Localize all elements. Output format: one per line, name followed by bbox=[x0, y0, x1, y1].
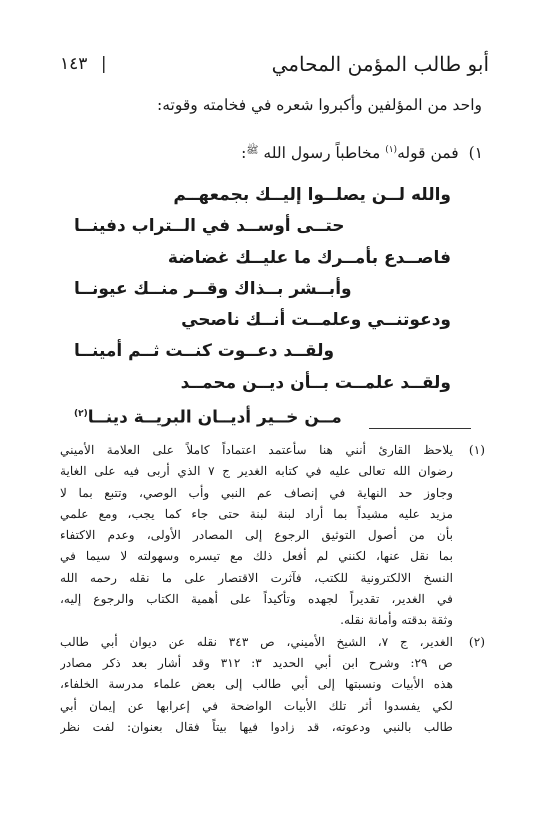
footnote-body bbox=[60, 632, 453, 738]
poem-verse: ودعوتنــي وعلمــت أنــك ناصحي bbox=[181, 310, 451, 331]
footnote-line: لكي يفسدوا أثر تلك الأبيات الواضحة في إعرابها عن إيمان أبي bbox=[60, 698, 453, 713]
poem-verse: فاصــدع بأمــرك ما عليــك غضاضة bbox=[167, 247, 451, 268]
footnote-line: الغدير، ج ٧، الشيخ الأميني، ص ٣٤٣ نقله عن ديوان أبي طالب bbox=[60, 634, 453, 649]
poem bbox=[60, 180, 453, 430]
quote-colon: : bbox=[241, 144, 247, 162]
footnote-line: طالب بالنبي ودعوته، قد زادوا فيها بيتاً فقال بعنوان: لفت نظر bbox=[60, 719, 453, 734]
footnote-divider bbox=[369, 428, 471, 429]
running-header bbox=[60, 52, 489, 82]
poem-verse: وأبــشر بــذاك وقــر منــك عيونــا bbox=[74, 278, 352, 299]
salawat-glyph: ﷺ bbox=[246, 145, 259, 156]
footnote bbox=[60, 440, 485, 632]
footnote-line: في الغدير، تقديراً لجهده وتأكيداً على أهمية الكتاب والرجوع إليه، bbox=[60, 592, 453, 607]
footnote-ref-1: (١) bbox=[385, 144, 398, 155]
footnotes bbox=[60, 440, 485, 738]
header-separator: | bbox=[100, 54, 107, 74]
poem-verse-text: مــن خــير أديــان البريــة دينــا bbox=[87, 407, 342, 428]
book-title: أبو طالب المؤمن المحامي bbox=[271, 52, 489, 76]
footnote-line: هذه الأبيات ونسبتها إلى أبي طالب إلى بعض علماء مدرسة الخلفاء، bbox=[60, 677, 453, 692]
footnote-line: بما نقل عنها، لكنني لم أفعل ذلك مع تيسره وسهولته لا سيما في bbox=[60, 549, 453, 564]
quote-text-before: فمن قوله bbox=[397, 144, 459, 162]
footnote-ref-2: (٢) bbox=[74, 409, 88, 420]
footnote-line: ص ٢٩: وشرح ابن أبي الحديد ٣: ٣١٢ وقد أشار بعد ذكر مصادر bbox=[60, 655, 453, 670]
footnote bbox=[60, 632, 485, 738]
poem-verse: حتــى أوســد في الــتراب دفينــا bbox=[74, 216, 345, 237]
footnote-body bbox=[60, 440, 453, 632]
footnote-line: وجاوز حد النهاية في إنصاف عم النبي وأب الوصي، وتتبع بما لا bbox=[60, 485, 453, 500]
quote-text-after: مخاطباً رسول الله bbox=[258, 144, 386, 162]
item-number: ١) bbox=[468, 144, 483, 162]
footnote-line: وثقة بدقته وأمانة نقله. bbox=[340, 613, 453, 628]
footnote-number: (١) bbox=[468, 443, 485, 457]
poem-verse: ولقــد دعــوت كنــت ثــم أمينــا bbox=[74, 341, 335, 362]
poem-verse-last bbox=[60, 399, 453, 430]
page-number: ١٤٣ bbox=[60, 54, 88, 74]
poem-verse: ولقــد علمــت بــأن ديــن محمــد bbox=[180, 372, 451, 393]
footnote-line: النسخ الالكترونية للكتب، فآثرت الاقتصار على ما نقله رحمه الله bbox=[60, 570, 453, 585]
intro-line: واحد من المؤلفين وأكبروا شعره في فخامته وقوته: bbox=[157, 96, 482, 114]
footnote-number: (٢) bbox=[468, 634, 485, 649]
footnote-line: رضوان الله تعالى عليه في كتابه الغدير ج ٧ الذي أربى فيه على الغاية bbox=[60, 464, 453, 479]
poem-verse: والله لــن يصلــوا إليــك بجمعهــم bbox=[173, 185, 451, 205]
footnote-line: يلاحظ القارئ أنني هنا سأعتمد اعتماداً كاملاً على العلامة الأميني bbox=[60, 443, 453, 457]
quote-intro bbox=[60, 144, 483, 162]
footnote-line: مزيد عليه مشيداً بما أراد لبنة لبنة حتى جاء كما يجب، ومع علمي bbox=[60, 506, 453, 521]
footnote-line: بأن من أصول التوثيق الرجوع إلى المصادر الأولى، وعدم الاكتفاء bbox=[60, 528, 453, 543]
page-number-block bbox=[60, 54, 107, 74]
